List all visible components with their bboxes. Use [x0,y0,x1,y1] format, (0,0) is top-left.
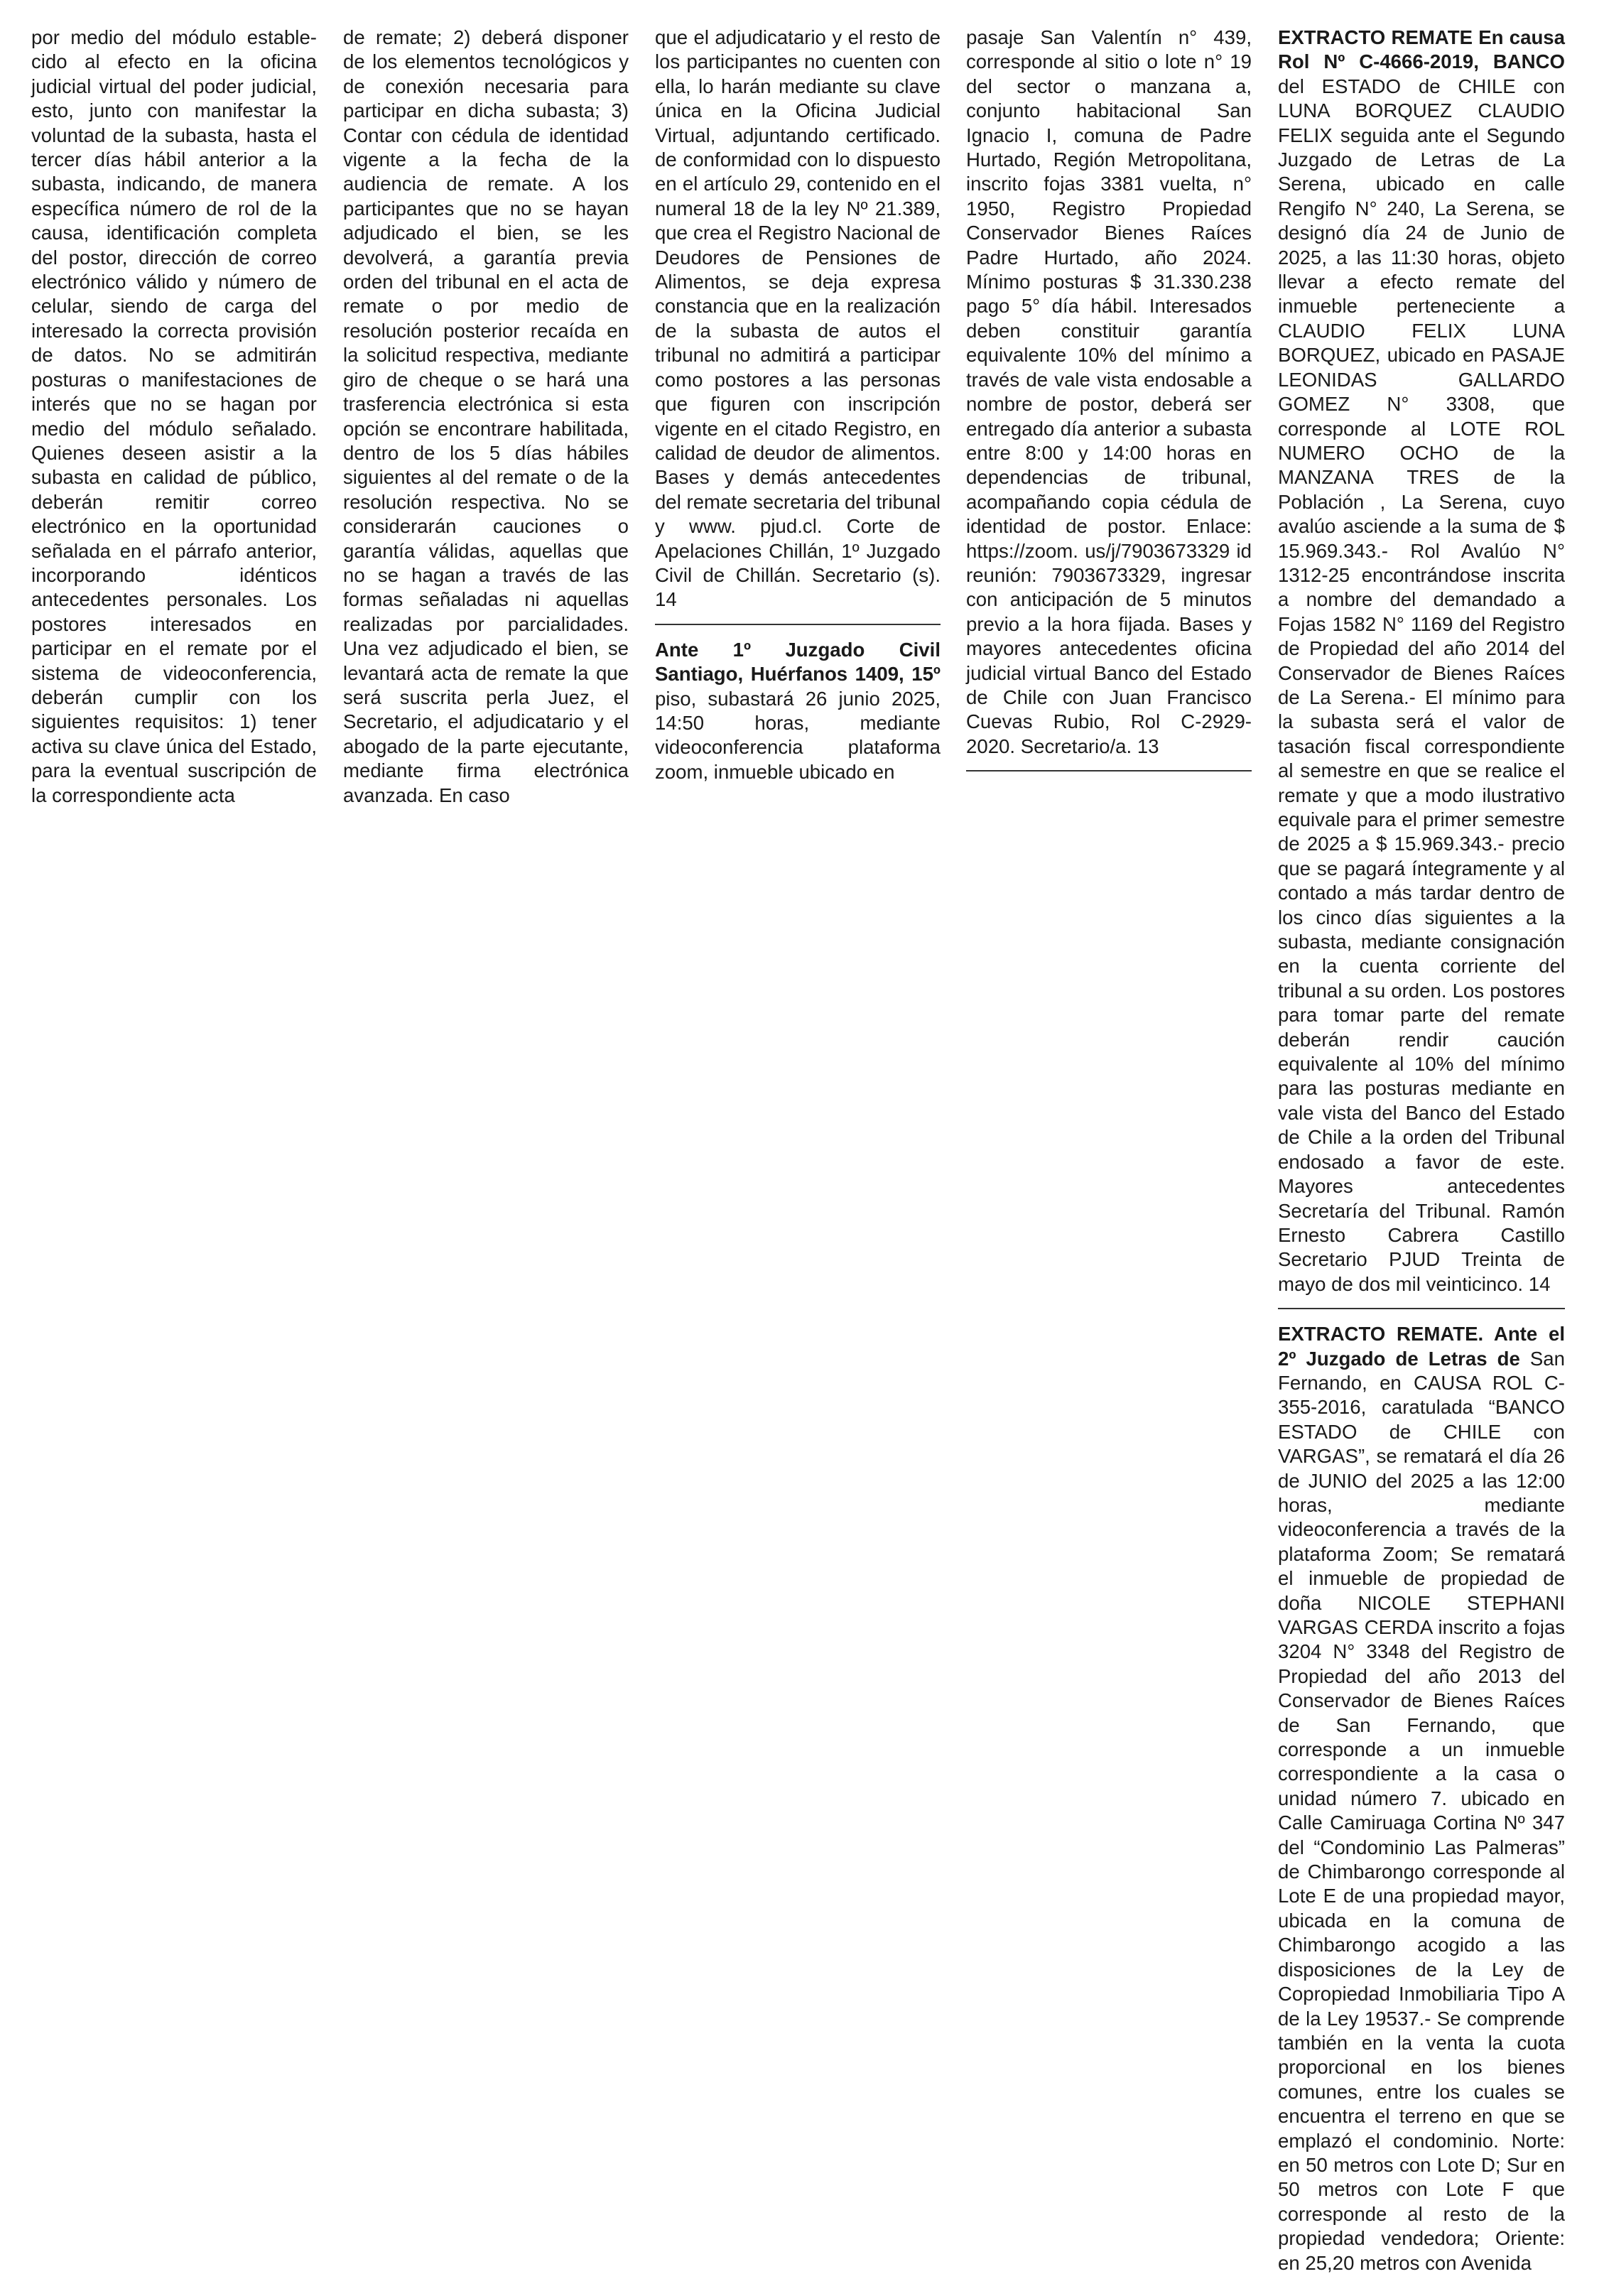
notice-heading: Ante 1º Juzgado Civil Santiago, Huérfanos 1409, 15º [655,638,941,686]
notice-santiago [655,638,941,784]
column-2 [343,26,629,808]
notice-divider [966,770,1252,771]
column-3 [655,26,941,784]
notice-divider [1278,1308,1565,1309]
notice-heading: EXTRACTO REMATE. Ante el 2º Juzgado de Letras de [1278,1323,1565,1370]
notice-san-fernando [1278,1322,1565,2275]
notice-divider [655,624,941,625]
notice-la-serena [1278,26,1565,1296]
notice-body: San Fernando, en CAUSA ROL C-355-2016, caratulada “BANCO ESTADO de CHILE con VARGAS”, se rematará el día 26 de JUNIO del 2025 a las 12:00 horas, mediante videoconferencia a través de la plataforma Zoom; Se rematará el inmueble de propiedad de doña NICOLE STEPHANI VARGAS CERDA inscrito a fojas 3204 N° 3348 del Registro de Propiedad del año 2013 del Conservador de Bienes Raíces de San Fernando, que corresponde a un inmueble correspondiente a la casa o unidad número 7. ubicado en Calle Camiruaga Cortina Nº 347 del “Condominio Las Palmeras” de Chimbarongo corresponde al Lote E de una propiedad mayor, ubicada en la comuna de Chimbarongo acogido a las disposiciones de la Ley de Copropiedad Inmobiliaria Tipo A de la Ley 19537.- Se comprende también en la venta la cuota proporcional en los bienes comunes, entre los cuales se encuentra el terreno en que se emplazó el condominio. Norte: en 50 metros con Lote D; Sur en 50 metros con Lote F que corresponde al resto de la propiedad vendedora; Oriente: en 25,20 metros con Avenida [1278,1347,1565,2274]
column-5 [1278,26,1565,2275]
notice-heading: EXTRACTO REMATE En causa Rol Nº C-4666-2019, BANCO [1278,26,1565,73]
notice-body: del ESTADO de CHILE con LUNA BORQUEZ CLAUDIO FELIX seguida ante el Segundo Juzgado de Letras de La Serena, ubicado en calle Rengifo N° 240, La Serena, se designó día 24 de Junio de 2025, a las 11:30 horas, objeto llevar a efecto remate del inmueble perteneciente a CLAUDIO FELIX LUNA BORQUEZ, ubicado en PASAJE LEONIDAS GALLARDO GOMEZ N° 3308, que corresponde al LOTE ROL NUMERO OCHO de la MANZANA TRES de la Población , La Serena, cuyo avalúo asciende a la suma de $ 15.969.343.- Rol Avalúo N° 1312-25 encontrándose inscrita a nombre del demandado a Fojas 1582 N° 1169 del Registro de Propiedad del año 2014 del Conservador de Bienes Raíces de La Serena.- El mínimo para la subasta será el valor de tasación fiscal correspondiente al semestre en que se realice el remate y que a modo ilustrativo equivale para el primer semestre de 2025 a $ 15.969.343.- precio que se pagará íntegramente y al contado a más tardar dentro de los cinco días siguientes a la subasta, mediante consignación en la cuenta corriente del tribunal a su orden. Los postores para tomar parte del remate deberán rendir caución equivalente al 10% del mínimo para las posturas mediante en vale vista del Banco del Estado de Chile a la orden del Tribunal endosado a favor de este. Mayores antecedentes Secretaría del Tribunal. Ramón Ernesto Cabrera Castillo Secretario PJUD Treinta de mayo de dos mil veinticinco. 14 [1278,75,1565,1295]
column-4 [966,26,1252,784]
notice-body: piso, subastará 26 junio 2025, 14:50 horas, mediante videoconferencia plataforma zoom, inmueble ubicado en [655,687,941,783]
notice-continuation-text: de remate; 2) deberá disponer de los elementos tecnológicos y de conexión necesaria para participar en dicha subasta; 3) Contar con cédula de identidad vigente a la fecha de la audiencia de remate. A los participantes que no se hayan adjudicado el bien, se les devolverá, a garantía previa orden del tribunal en el acta de remate o por medio de resolución posterior recaída en la solicitud respectiva, mediante giro de cheque o se hará una trasferencia electrónica si esta opción se encontrare habilitada, dentro de los 5 días hábiles siguientes al del remate o de la resolución respectiva. No se considerarán cauciones o garantía válidas, aquellas que no se hagan a través de las formas señaladas ni aquellas realizadas por parcialidades. Una vez adjudicado el bien, se levantará acta de remate la que será suscrita perla Juez, el Secretario, el adjudicatario y el abogado de la parte ejecutante, mediante firma electrónica avanzada. En caso [343,26,629,806]
column-1 [31,26,317,808]
notice-continuation-text: por medio del módulo establecido al efecto en la oficina judicial virtual del poder judicial, esto, junto con manifestar la voluntad de la subasta, hasta el tercer días hábil anterior a la subasta, indicando, de manera específica número de rol de la causa, identificación completa del postor, dirección de correo electrónico válido y número de celular, siendo de carga del interesado la correcta provisión de datos. No se admitirán posturas o manifestaciones de interés que no se hagan por medio del módulo señalado. Quienes deseen asistir a la subasta en calidad de público, deberán remitir correo electrónico en la oportunidad señalada en el párrafo anterior, incorporando idénticos antecedentes personales. Los postores interesados en participar en el remate por el sistema de videoconferencia, deberán cumplir con los siguientes requisitos: 1) tener activa su clave única del Estado, para la eventual suscripción de la correspondiente acta [31,26,317,806]
notice-continuation-text: que el adjudicatario y el resto de los participantes no cuenten con ella, lo harán mediante su clave única en la Oficina Judicial Virtual, adjuntando certificado. de conformidad con lo dispuesto en el artículo 29, contenido en el numeral 18 de la ley Nº 21.389, que crea el Registro Nacional de Deudores de Pensiones de Alimentos, se deja expresa constancia que en la realización de la subasta de autos el tribunal no admitirá a participar como postores a las personas que figuren con inscripción vigente en el citado Registro, en calidad de deudor de alimentos. Bases y demás antecedentes del remate secretaria del tribunal y www. pjud.cl. Corte de Apelaciones Chillán, 1º Juzgado Civil de Chillán. Secretario (s). 14 [655,26,941,611]
notice-continuation-text: pasaje San Valentín n° 439, corresponde al sitio o lote n° 19 del sector o manzana a, conjunto habitacional San Ignacio I, comuna de Padre Hurtado, Región Metropolitana, inscrito fojas 3381 vuelta, n° 1950, Registro Propiedad Conservador Bienes Raíces Padre Hurtado, año 2024. Mínimo posturas $ 31.330.238 pago 5° día hábil. Interesados deben constituir garantía equivalente 10% del mínimo a través de vale vista endosable a nombre de postor, deberá ser entregado día anterior a subasta entre 8:00 y 14:00 horas en dependencias de tribunal, acompañando copia cédula de identidad de postor. Enlace: https://zoom. us/j/7903673329 id reunión: 7903673329, ingresar con anticipación de 5 minutos previo a la hora fijada. Bases y mayores antecedentes oficina judicial virtual Banco del Estado de Chile con Juan Francisco Cuevas Rubio, Rol C-2929-2020. Secretario/a. 13 [966,26,1252,757]
